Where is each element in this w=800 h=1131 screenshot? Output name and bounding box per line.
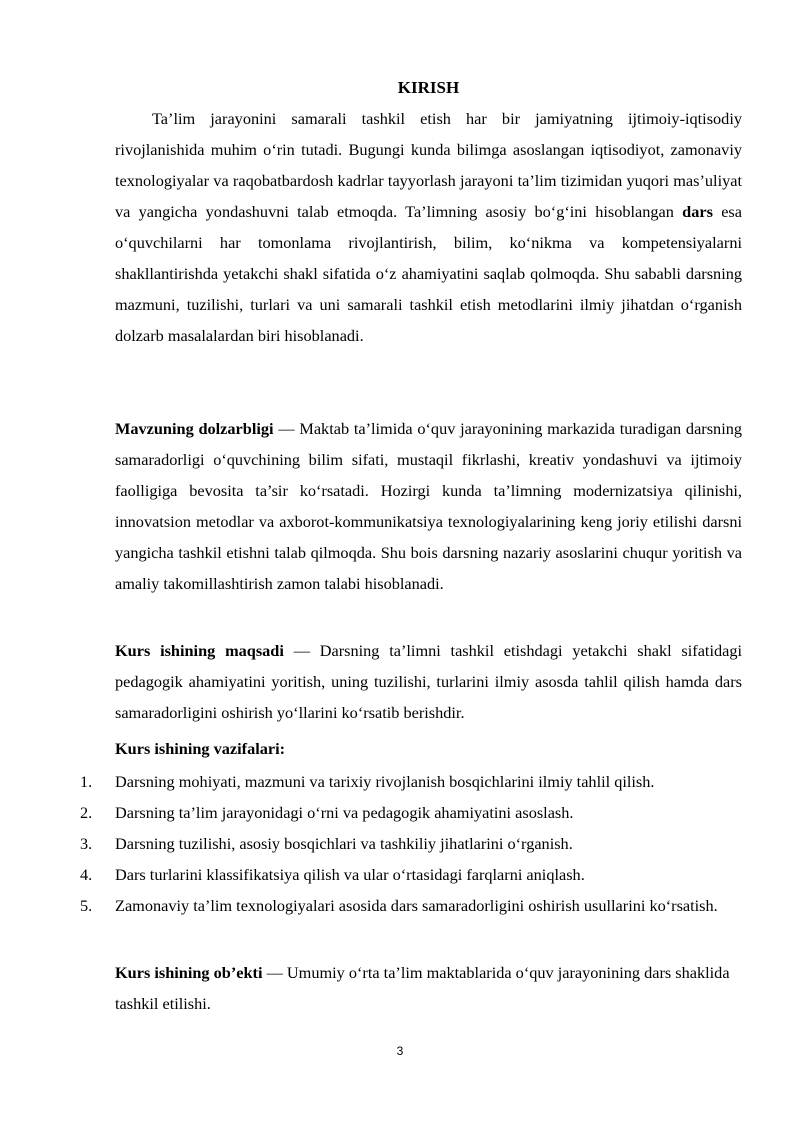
object-paragraph [115,957,742,1019]
page-number: 3 [396,1044,404,1058]
list-item-number: 1. [80,772,93,791]
goal-paragraph [115,635,742,728]
object-label: Kurs ishining ob’ekti [115,963,263,982]
list-item [80,828,742,859]
list-item-text: Darsning mohiyati, mazmuni va tarixiy rivojlanish bosqichlarini ilmiy tahlil qilish. [115,772,655,791]
list-item [80,859,742,890]
list-item [80,766,742,797]
list-item-text: Darsning ta’lim jarayonidagi o‘rni va pedagogik ahamiyatini asoslash. [115,803,574,822]
relevance-text: — Maktab ta’limida o‘quv jarayonining markazida turadigan darsning samaradorligi o‘quvchining bilim sifati, mustaqil fikrlashi, kreativ yondashuvi va ijtimoiy faolligiga bevosita ta’sir ko‘rsatadi. Hozirgi kunda ta’limning modernizatsiya qilinishi, innovatsion metodlar va axborot-kommunikatsiya texnologiyalarining keng joriy etilishi darsni yangicha tashkil etishni talab qilmoqda. Shu bois darsning nazariy asoslarini chuqur yoritish va amaliy takomillashtirish zamon talabi hisoblanadi. [115,419,743,593]
list-item-number: 3. [80,834,93,853]
list-item-text: Zamonaviy ta’lim texnologiyalari asosida dars samaradorligini oshirish usullarini ko‘rsatish. [115,896,718,915]
list-item-text: Darsning tuzilishi, asosiy bosqichlari va tashkiliy jihatlarini o‘rganish. [115,834,573,853]
goal-label: Kurs ishining maqsadi [115,641,284,660]
intro-bold-term: dars [682,202,713,221]
list-item-number: 2. [80,803,93,822]
tasks-list [80,766,742,921]
intro-rest-text: esa o‘quvchilarni har tomonlama rivojlantirish, bilim, ko‘nikma va kompetensiyalarni shakllantirishda yetakchi shakl sifatida o‘z ahamiyatini saqlab qolmoqda. Shu sababli darsning mazmuni, tuzilishi, turlari va uni samarali tashkil etish metodlarini ilmiy jihatdan o‘rganish dolzarb masalalardan biri hisoblanadi. [115,202,742,345]
list-item [80,890,742,921]
tasks-label: Kurs ishining vazifalari: [115,739,286,758]
list-item-number: 4. [80,865,93,884]
list-item [80,797,742,828]
relevance-label: Mavzuning dolzarbligi [115,419,274,438]
relevance-paragraph [115,413,742,599]
intro-text: Ta’lim jarayonini samarali tashkil etish har bir jamiyatning ijtimoiy-iqtisodiy rivojlanishida muhim o‘rin tutadi. Bugungi kunda bilimga asoslangan iqtisodiyot, zamonaviy texnologiyalar va raqobatbardosh kadrlar tayyorlash jarayoni ta’lim tizimidan yuqori mas’uliyat va yangicha yondashuvni talab etmoqda. Ta’limning asosiy bo‘g‘ini hisoblangan [115,109,742,221]
intro-paragraph [115,103,742,351]
page-title: KIRISH [397,78,460,97]
object-text: — Umumiy o‘rta ta’lim maktablarida o‘quv jarayonining dars shaklida tashkil etilishi. [115,963,730,1013]
list-item-text: Dars turlarini klassifikatsiya qilish va ular o‘rtasidagi farqlarni aniqlash. [115,865,585,884]
list-item-number: 5. [80,896,93,915]
tasks-heading [115,733,742,764]
goal-text: — Darsning ta’limni tashkil etishdagi yetakchi shakl sifatidagi pedagogik ahamiyatini yoritish, uning tuzilishi, turlarini ilmiy asosda tahlil qilish hamda dars samaradorligini oshirish yo‘llarini ko‘rsatib berishdir. [115,641,743,722]
